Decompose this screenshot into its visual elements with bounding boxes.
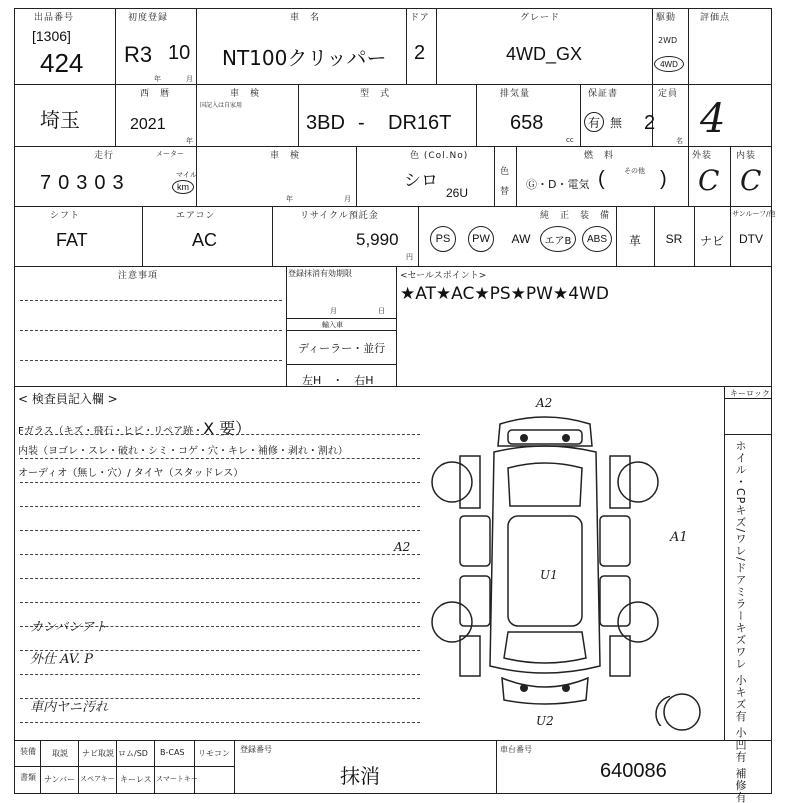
reg-status: 抹消 bbox=[340, 764, 380, 788]
footer-manual: 取説 bbox=[52, 749, 68, 758]
exterior-label: 外装 bbox=[692, 151, 713, 161]
interior-grade: C bbox=[740, 164, 762, 197]
keylock-label: キーロック bbox=[730, 389, 770, 398]
cc-unit: cc bbox=[566, 136, 574, 144]
mark-left: A2 bbox=[394, 540, 411, 554]
mileage-digits: 70303 bbox=[40, 172, 131, 194]
doors-value: 2 bbox=[414, 42, 426, 64]
footer-keyless: キーレス bbox=[120, 775, 152, 784]
sales-points: ★AT★AC★PS★PW★4WD bbox=[400, 284, 609, 304]
shaken-label: 車 検 bbox=[230, 89, 261, 99]
mark-rear: U2 bbox=[536, 714, 554, 728]
unit-mile: マイル bbox=[176, 171, 197, 179]
inspection-line-glass: Fガラス（キズ・飛石・ヒビ・リペア跡・X 要） bbox=[18, 419, 252, 438]
warranty-yes-circled: 有 bbox=[584, 112, 604, 132]
notes-label: 注意事項 bbox=[118, 271, 159, 281]
lot-number: 424 bbox=[40, 48, 84, 78]
dealer-option: ディーラー・並行 bbox=[298, 342, 386, 355]
drive-label: 駆動 bbox=[656, 13, 677, 23]
color-label: 色 (Col.No) bbox=[410, 151, 469, 161]
fuel-paren-open: ( bbox=[598, 168, 605, 190]
color-number: 26U bbox=[446, 186, 469, 200]
capacity-unit: 名 bbox=[676, 137, 683, 145]
drive-4wd-circled: 4WD bbox=[654, 56, 684, 72]
footer-bcas: B-CAS bbox=[160, 748, 185, 757]
fuel-other: その他 bbox=[624, 167, 645, 175]
hand-note-1: カンバンアト bbox=[30, 620, 108, 635]
sales-label: <セールスポイント> bbox=[400, 271, 487, 281]
equip-dtv: DTV bbox=[739, 232, 763, 246]
equip-label: 純 正 装 備 bbox=[540, 211, 611, 221]
ac-label: エアコン bbox=[176, 211, 216, 221]
model-name: NT100クリッパー bbox=[222, 46, 387, 70]
footer-label-equip: 装備 bbox=[20, 747, 36, 756]
meter-label: メーター bbox=[156, 150, 184, 158]
western-year: 2021 bbox=[130, 116, 166, 133]
side-damage-text: ホイル・CPキズ/ワレ/ドアミラーキズワレ 小キズ有 小凹有 補修有 bbox=[734, 440, 747, 803]
drive-2wd: 2WD bbox=[658, 36, 678, 45]
grade-label: グレード bbox=[520, 13, 561, 23]
type-label: 型 式 bbox=[360, 89, 391, 99]
recycle-label: リサイクル預託金 bbox=[300, 211, 379, 221]
type-dash: - bbox=[358, 112, 365, 134]
year-unit-2: 年 bbox=[186, 137, 193, 145]
equip-aw: AW bbox=[511, 232, 531, 246]
western-year-label: 西 暦 bbox=[140, 89, 171, 99]
recycle-value: 5,990 bbox=[356, 230, 399, 249]
chassis-number: 640086 bbox=[600, 760, 667, 782]
capacity-label: 定員 bbox=[658, 89, 679, 99]
shaken-valid-label: 登録抹消有効期限 bbox=[288, 269, 352, 278]
footer-plate: ナンバー bbox=[44, 775, 76, 784]
color-change-b: 替 bbox=[500, 187, 510, 197]
shift-value: FAT bbox=[56, 230, 88, 250]
warranty-label: 保証書 bbox=[588, 89, 619, 99]
fuel-options: Ⓖ・D・電気 bbox=[526, 178, 590, 191]
reg-no-label: 登録番号 bbox=[240, 745, 272, 754]
valid-month-unit: 月 bbox=[330, 307, 337, 315]
prefecture: 埼玉 bbox=[40, 108, 80, 132]
fuel-paren-close: ) bbox=[660, 168, 667, 190]
hand-note-3: 車内ヤニ汚れ bbox=[30, 700, 109, 715]
inspection-line-audio: オーディオ（無し・穴）/ タイヤ（スタッドレス） bbox=[18, 468, 244, 479]
cc-label: 排気量 bbox=[500, 89, 531, 99]
lot-code: [1306] bbox=[32, 28, 71, 44]
shaken-note: 国記入は自家用 bbox=[200, 102, 243, 109]
first-reg-month: 10 bbox=[168, 42, 191, 64]
equip-navi: ナビ bbox=[699, 234, 724, 248]
spare-circle bbox=[660, 690, 704, 734]
unit-km-circled: km bbox=[172, 180, 194, 194]
equip-abs-circled: ABS bbox=[582, 226, 612, 252]
warranty-no: 無 bbox=[610, 116, 623, 130]
month-unit: 月 bbox=[186, 75, 193, 83]
footer-spare-key: スペアキー bbox=[80, 775, 115, 783]
mark-roof: U1 bbox=[540, 568, 558, 582]
inspection-title: < 検査員記入欄 > bbox=[18, 392, 118, 406]
color-change-a: 色 bbox=[500, 167, 510, 177]
cc-value: 658 bbox=[510, 112, 544, 134]
score-label: 評価点 bbox=[700, 13, 731, 23]
footer-label-docs: 書類 bbox=[20, 773, 36, 782]
footer-smart-key: スマートキー bbox=[156, 775, 198, 783]
car-diagram bbox=[420, 396, 670, 726]
footer-remote: リモコン bbox=[198, 749, 230, 758]
chassis-label: 車台番号 bbox=[500, 745, 532, 754]
year-unit: 年 bbox=[154, 75, 161, 83]
first-reg-label: 初度登録 bbox=[128, 13, 169, 23]
equip-leather: 革 bbox=[628, 234, 641, 248]
mileage-label: 走行 bbox=[94, 151, 115, 161]
exterior-grade: C bbox=[698, 164, 720, 197]
recycle-unit: 円 bbox=[406, 253, 413, 261]
score-value: 4 bbox=[700, 96, 726, 142]
capacity-value: 2 bbox=[644, 112, 656, 134]
footer-navi-manual: ナビ取説 bbox=[82, 749, 114, 758]
color-value: シロ bbox=[404, 171, 438, 191]
lot-label: 出品番号 bbox=[34, 13, 75, 23]
shaken-exp-label: 車 検 bbox=[270, 151, 301, 161]
shift-label: シフト bbox=[50, 211, 81, 221]
equip-pw-circled: PW bbox=[468, 226, 494, 252]
mark-top: A2 bbox=[536, 396, 553, 410]
sunroof-label: サンルーフ/他 bbox=[732, 210, 776, 218]
equip-sr: SR bbox=[665, 232, 683, 246]
type-prefix: 3BD bbox=[306, 112, 345, 134]
mark-right: A1 bbox=[670, 530, 688, 545]
first-reg-era: R3 bbox=[124, 42, 153, 67]
inspection-line-interior: 内装（ヨゴレ・スレ・破れ・シミ・コゲ・穴・キレ・補修・剥れ・割れ） bbox=[18, 446, 348, 457]
interior-label: 内装 bbox=[736, 151, 757, 161]
import-label: 輸入車 bbox=[322, 321, 343, 329]
ac-value: AC bbox=[192, 230, 218, 250]
footer-rom-sd: ロム/SD bbox=[118, 749, 148, 758]
fuel-label: 燃 料 bbox=[584, 151, 615, 161]
hand-note-2: 外仕 AV. P bbox=[30, 652, 94, 667]
handle-option: 左H ・ 右H bbox=[302, 374, 374, 387]
doors-label: ドア bbox=[410, 13, 430, 23]
equip-ps-circled: PS bbox=[430, 226, 456, 252]
equip-airbag-circled: エアB bbox=[540, 226, 576, 252]
valid-day-unit: 日 bbox=[378, 307, 385, 315]
grade-value: 4WD_GX bbox=[506, 44, 583, 64]
shaken-month-unit: 月 bbox=[344, 195, 351, 203]
type-code: DR16T bbox=[388, 112, 452, 134]
model-label: 車 名 bbox=[290, 13, 321, 23]
shaken-year-unit: 年 bbox=[286, 195, 293, 203]
